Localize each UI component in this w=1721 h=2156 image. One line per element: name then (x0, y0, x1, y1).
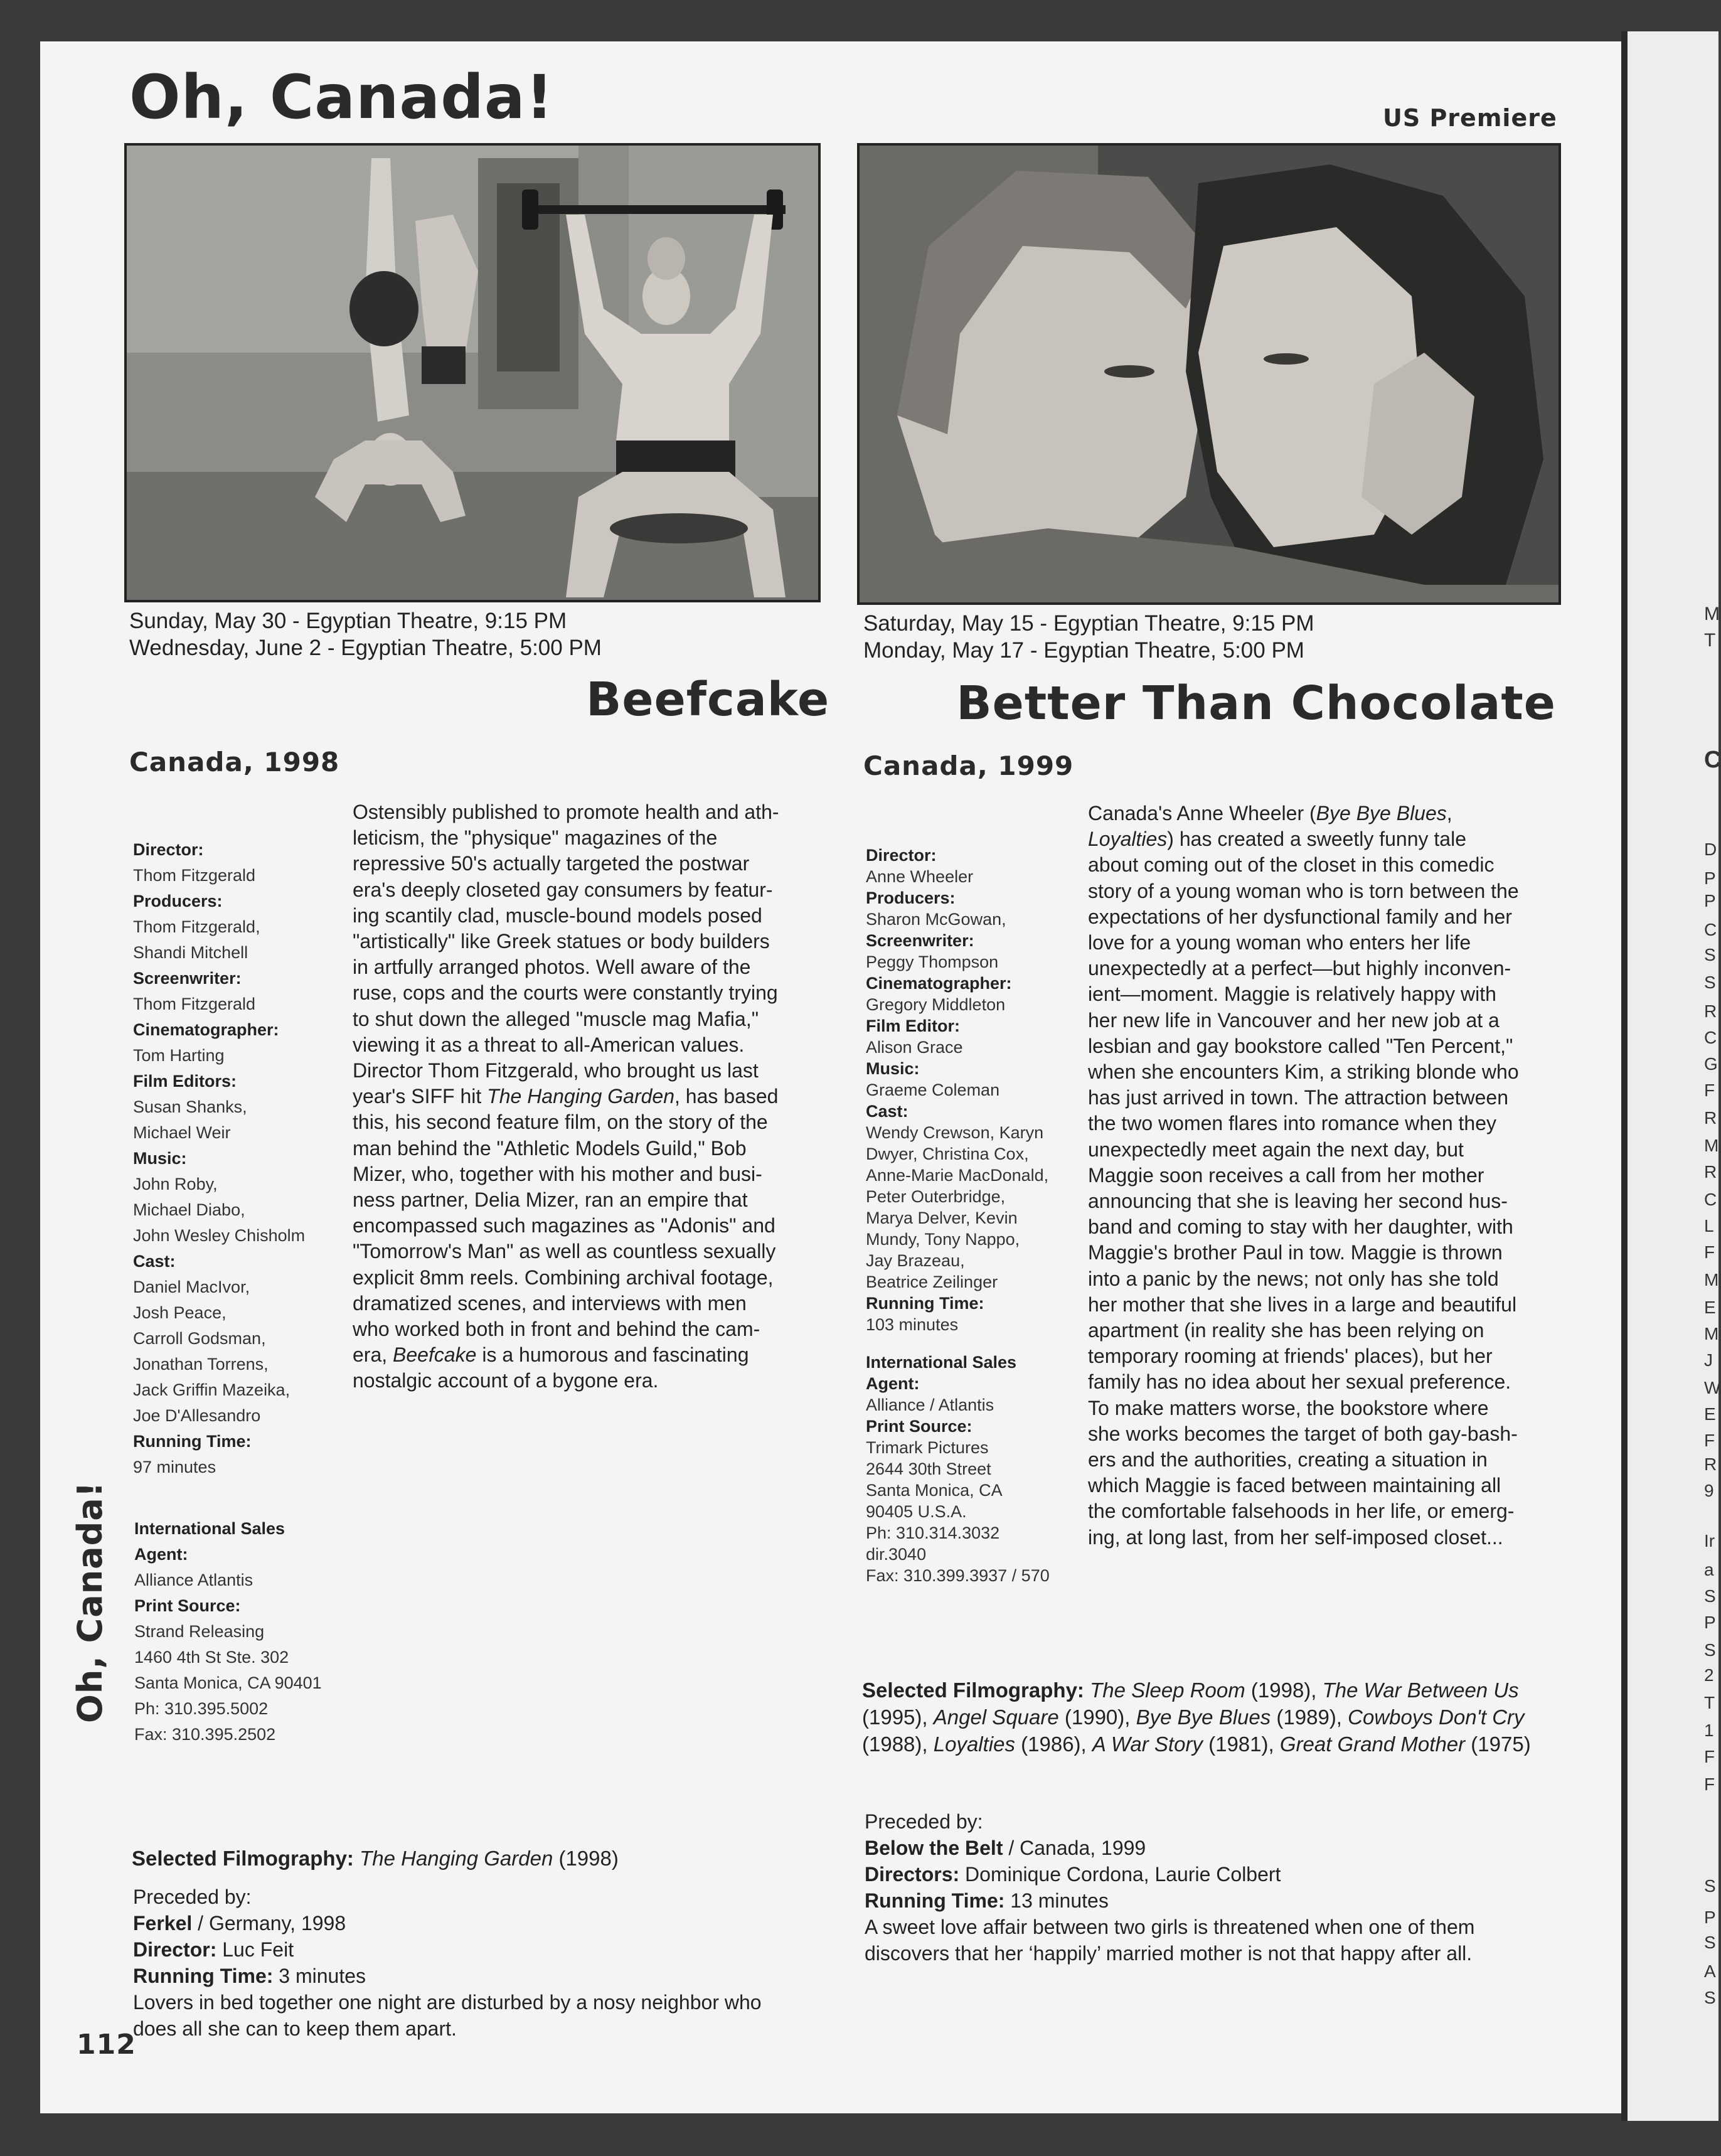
credit-value: 97 minutes (133, 1458, 216, 1476)
synopsis-line (1088, 1343, 1565, 1369)
short-director: Luc Feit (216, 1938, 294, 1961)
text-run: era's deeply closeted gay consumers by featur- (353, 878, 773, 901)
film-title-beefcake: Beefcake (586, 673, 830, 727)
credit-value: Tom Harting (133, 1046, 225, 1065)
next-page-letter: C (1704, 1190, 1717, 1209)
text-run: ness partner, Delia Mizer, ran an empire that (353, 1188, 748, 1212)
text-run: man behind the "Athletic Models Guild," Bob (353, 1136, 747, 1160)
text-run: about coming out of the closet in this comedic (1088, 853, 1495, 877)
credit-value: Thom Fitzgerald (133, 995, 256, 1013)
synopsis-line (353, 1316, 817, 1342)
text-run: into a panic by the news; not only has she told (1088, 1267, 1499, 1290)
next-page-letter: P (1704, 891, 1716, 910)
next-page-letter: F (1704, 1431, 1715, 1450)
text-run: ing scantily clad, muscle-bound models posed (353, 904, 762, 927)
synopsis-line (353, 903, 817, 929)
synopsis-line (1088, 1033, 1565, 1059)
beefcake-country-year: Canada, 1998 (129, 747, 340, 777)
credit-value: 103 minutes (866, 1315, 959, 1334)
text-run: in artfully arranged photos. Well aware of the (353, 956, 751, 979)
synopsis-line (353, 1084, 817, 1109)
synopsis-line (1088, 904, 1565, 930)
next-page-letter: J (1704, 1350, 1713, 1370)
synopsis-line (1088, 1525, 1565, 1550)
us-premiere-label: US Premiere (1383, 104, 1557, 132)
credit-value: Anne Wheeler (866, 867, 974, 886)
text-run: unexpectedly at a perfect—but highly inconven- (1088, 957, 1511, 980)
italic-title: The Hanging Garden (487, 1085, 675, 1108)
short-title: Below the Belt (865, 1837, 1003, 1859)
next-page-letter: S (1704, 1876, 1716, 1896)
text-run: Director Thom Fitzgerald, who brought us last (353, 1059, 759, 1082)
credit-label: International Sales (134, 1519, 285, 1538)
credit-label: Running Time: (133, 1432, 252, 1451)
next-page-letter: P (1704, 1908, 1716, 1927)
synopsis-line (1088, 1240, 1565, 1266)
next-page-letter: a (1704, 1560, 1714, 1579)
text-run: , (1446, 802, 1452, 825)
credit-label: Agent: (866, 1374, 920, 1393)
filmography-year: (1998), (1245, 1678, 1323, 1702)
credit-value: Susan Shanks, (133, 1097, 247, 1116)
preceded-label: Preceded by: (865, 1810, 983, 1833)
next-page-letter: 2 (1704, 1665, 1714, 1685)
btc-country-year: Canada, 1999 (863, 750, 1074, 781)
text-run: Mizer, who, together with his mother and busi- (353, 1162, 762, 1185)
filmography-year: (1990), (1058, 1705, 1136, 1729)
text-run: Maggie soon receives a call from her mother (1088, 1163, 1484, 1187)
synopsis-line (1088, 1369, 1565, 1395)
short-title-line (865, 1835, 1561, 1861)
short-director-label: Directors: (865, 1863, 960, 1886)
film-still-beefcake (124, 143, 821, 602)
synopsis-line (1088, 801, 1565, 826)
text-run: her mother that she lives in a large and beautiful (1088, 1293, 1517, 1316)
next-page-letter: S (1704, 973, 1716, 992)
film-still-beefcake-image (127, 146, 818, 600)
next-page-letter: S (1704, 1933, 1716, 1952)
filmography-year: (1986), (1015, 1732, 1092, 1756)
short-title: Ferkel (133, 1912, 193, 1935)
synopsis-line (353, 1006, 817, 1032)
synopsis-line (1088, 1085, 1565, 1111)
text-run: which Maggie is faced between maintaining all (1088, 1474, 1501, 1497)
synopsis-line (353, 1032, 817, 1058)
text-run: band and coming to stay with her daughter, with (1088, 1215, 1513, 1239)
synopsis-line (1088, 1008, 1565, 1033)
credit-label: Cinematographer: (866, 974, 1012, 993)
next-page-letter: M (1704, 1136, 1719, 1155)
synopsis-line (1088, 852, 1565, 878)
synopsis-line (353, 1058, 817, 1084)
credit-value: 90405 U.S.A. (866, 1502, 967, 1521)
synopsis-line (353, 877, 817, 903)
credit-value: Sharon McGowan, (866, 910, 1006, 929)
text-run: dramatized scenes, and interviews with men (353, 1291, 747, 1315)
synopsis-line (353, 929, 817, 954)
screening-line: Saturday, May 15 - Egyptian Theatre, 9:15 PM (863, 611, 1314, 636)
synopsis-line (1088, 956, 1565, 981)
synopsis-line (353, 1213, 817, 1239)
credit-label: Music: (866, 1059, 920, 1078)
synopsis-line (1088, 1292, 1565, 1318)
credit-value: Fax: 310.395.2502 (134, 1725, 276, 1744)
credit-value: Alliance / Atlantis (866, 1396, 994, 1414)
filmography-title: Loyalties (933, 1732, 1015, 1756)
credit-value: Graeme Coleman (866, 1081, 1000, 1099)
text-run: her new life in Vancouver and her new job at a (1088, 1008, 1500, 1032)
credit-value: Josh Peace, (133, 1303, 226, 1322)
preceded-label: Preceded by: (133, 1886, 252, 1908)
film-still-better-than-chocolate (857, 143, 1561, 605)
filmography-year: (1988), (862, 1732, 934, 1756)
next-page-letter: R (1704, 1162, 1717, 1182)
text-run: lesbian and gay bookstore called "Ten Percent," (1088, 1034, 1513, 1057)
text-run: viewing it as a threat to all-American values. (353, 1033, 745, 1056)
filmography-year: (1998) (553, 1847, 619, 1870)
text-run: this, his second feature film, on the story of the (353, 1111, 768, 1134)
credit-value: Trimark Pictures (866, 1438, 989, 1457)
next-page-letter: R (1704, 1001, 1717, 1021)
text-run: Ostensibly published to promote health and ath- (353, 801, 779, 823)
beefcake-filmography (132, 1845, 822, 1872)
next-page-letter: D (1704, 840, 1717, 859)
synopsis-line (1088, 826, 1565, 852)
credit-value: John Roby, (133, 1175, 218, 1193)
credit-value: John Wesley Chisholm (133, 1226, 306, 1245)
short-synopsis: A sweet love affair between two girls is threatened when one of them (865, 1916, 1475, 1938)
text-run: when she encounters Kim, a striking blonde who (1088, 1060, 1519, 1084)
short-director-label: Director: (133, 1938, 217, 1961)
text-run: the comfortable falsehoods in her life, or emerg- (1088, 1500, 1515, 1523)
text-run: Canada's Anne Wheeler ( (1088, 802, 1316, 825)
next-page-letter: C (1704, 1028, 1717, 1047)
short-runtime-label: Running Time: (865, 1889, 1005, 1912)
short-director: Dominique Cordona, Laurie Colbert (959, 1863, 1281, 1886)
next-page-letter: F (1704, 1747, 1715, 1766)
screening-line: Sunday, May 30 - Egyptian Theatre, 9:15 PM (129, 609, 567, 633)
synopsis-line (1088, 1188, 1565, 1214)
filmography-title: Great Grand Mother (1279, 1732, 1466, 1756)
btc-synopsis (1088, 801, 1565, 1550)
credit-value: Shandi Mitchell (133, 943, 248, 962)
synopsis-line (353, 851, 817, 877)
credit-value: 1460 4th St Ste. 302 (134, 1648, 289, 1667)
next-page-letter: Ir (1704, 1531, 1715, 1550)
synopsis-line (353, 1265, 817, 1291)
synopsis-line (353, 954, 817, 980)
beefcake-synopsis (353, 799, 817, 1394)
text-run: , has based (674, 1085, 779, 1108)
page-number: 112 (77, 2029, 136, 2061)
credit-value: Fax: 310.399.3937 / 570 (866, 1566, 1050, 1585)
synopsis-line (1088, 1266, 1565, 1292)
next-page-letter: S (1704, 1988, 1716, 2007)
screening-line: Monday, May 17 - Egyptian Theatre, 5:00 PM (863, 638, 1304, 663)
text-run: ers and the authorities, creating a situation in (1088, 1448, 1488, 1471)
next-page-letter: M (1704, 1324, 1719, 1343)
synopsis-line (1088, 981, 1565, 1007)
next-page-letter: F (1704, 1242, 1715, 1262)
credit-value: Peter Outerbridge, (866, 1187, 1006, 1206)
credit-value: Daniel MacIvor, (133, 1278, 250, 1296)
credit-value: Gregory Middleton (866, 995, 1006, 1014)
next-page-letter: S (1704, 1586, 1716, 1606)
synopsis-line (353, 1187, 817, 1213)
credit-value: Jonathan Torrens, (133, 1355, 269, 1374)
next-page-letter: R (1704, 1454, 1717, 1474)
short-synopsis: discovers that her ‘happily’ married mother is not that happy after all. (865, 1942, 1473, 1965)
credit-label: Screenwriter: (866, 931, 974, 950)
beefcake-sales (134, 1516, 348, 1748)
short-director-line (133, 1936, 829, 1963)
credit-label: Cast: (866, 1102, 908, 1121)
synopsis-line (353, 1161, 817, 1187)
synopsis-line (1088, 1396, 1565, 1421)
btc-preceded-by (865, 1808, 1561, 1967)
next-page-letter: F (1704, 1081, 1715, 1100)
filmography-title: Angel Square (933, 1705, 1059, 1729)
side-section-label: Oh, Canada! (70, 1481, 110, 1723)
btc-credits (866, 845, 1098, 1335)
synopsis-line (1088, 1498, 1565, 1524)
binding-spine (1621, 31, 1628, 2121)
credit-label: Screenwriter: (133, 969, 242, 988)
credit-value: dir.3040 (866, 1545, 927, 1564)
credit-value: Ph: 310.395.5002 (134, 1699, 269, 1718)
filmography-title: Bye Bye Blues (1136, 1705, 1271, 1729)
next-page-letter: G (1704, 1054, 1718, 1074)
beefcake-credits (133, 837, 334, 1480)
short-title-line (133, 1910, 829, 1936)
credit-value: Thom Fitzgerald (133, 866, 256, 885)
section-title: Oh, Canada! (129, 62, 554, 132)
synopsis-line (353, 1109, 817, 1135)
next-page-fragment: T (1704, 630, 1716, 651)
next-page-letter: S (1704, 1640, 1716, 1660)
filmography-year: (1989), (1271, 1705, 1348, 1729)
credit-label: Producers: (866, 889, 956, 907)
text-run: ruse, cops and the courts were constantly trying (353, 981, 778, 1005)
credit-label: Director: (866, 846, 937, 865)
synopsis-line (353, 1342, 817, 1368)
credit-value: Michael Diabo, (133, 1200, 245, 1219)
screening-line: Wednesday, June 2 - Egyptian Theatre, 5:00 PM (129, 636, 602, 660)
next-page-letter: 1 (1704, 1721, 1714, 1740)
credit-value: Marya Delver, Kevin (866, 1209, 1018, 1227)
next-page-letter: L (1704, 1216, 1714, 1235)
filmography-title: Cowboys Don't Cry (1348, 1705, 1525, 1729)
text-run: explicit 8mm reels. Combining archival footage, (353, 1266, 774, 1289)
next-page-letter: C (1704, 920, 1717, 939)
text-run: ) has created a sweetly funny tale (1167, 828, 1466, 851)
short-runtime: 13 minutes (1004, 1889, 1109, 1912)
synopsis-line (1088, 1111, 1565, 1136)
credit-value: Jack Griffin Mazeika, (133, 1380, 290, 1399)
credit-label: Producers: (133, 892, 223, 910)
next-page-fragment: C (1704, 747, 1721, 773)
italic-title: Beefcake (393, 1343, 477, 1367)
next-page-letter: 9 (1704, 1481, 1714, 1500)
synopsis-line (353, 1136, 817, 1161)
credit-label: Agent: (134, 1545, 188, 1564)
filmography-year: (1981), (1202, 1732, 1280, 1756)
synopsis-line (353, 980, 817, 1006)
credit-value: Michael Weir (133, 1123, 231, 1142)
italic-title: Bye Bye Blues (1316, 802, 1447, 825)
text-run: Maggie's brother Paul in tow. Maggie is thrown (1088, 1241, 1503, 1264)
credit-label: Cast: (133, 1252, 176, 1271)
filmography-year: (1995), (862, 1705, 934, 1729)
next-page-letter: S (1704, 945, 1716, 964)
text-run: "artistically" like Greek statues or body builders (353, 930, 770, 953)
next-page-letter: T (1704, 1693, 1715, 1712)
catalog-page (40, 41, 1621, 2113)
text-run: encompassed such magazines as "Adonis" and (353, 1214, 775, 1237)
text-run: ient—moment. Maggie is relatively happy with (1088, 983, 1496, 1006)
credit-value: Santa Monica, CA (866, 1481, 1003, 1500)
filmography-title: The Hanging Garden (360, 1847, 553, 1870)
text-run: expectations of her dysfunctional family and her (1088, 905, 1512, 928)
next-page-edge (1628, 31, 1721, 2121)
text-run: love for a young woman who enters her life (1088, 931, 1471, 954)
credit-label: Print Source: (134, 1596, 241, 1615)
synopsis-line (353, 1239, 817, 1264)
credit-value: Ph: 310.314.3032 (866, 1524, 1000, 1542)
credit-label: Running Time: (866, 1294, 984, 1313)
text-run: era, (353, 1343, 393, 1367)
credit-value: Dwyer, Christina Cox, (866, 1145, 1029, 1163)
next-page-letter: E (1704, 1404, 1716, 1424)
synopsis-line (1088, 1473, 1565, 1498)
beefcake-preceded-by (133, 1884, 829, 2042)
beefcake-screenings (129, 607, 602, 661)
credit-value: Alliance Atlantis (134, 1571, 253, 1589)
btc-screenings (863, 610, 1314, 664)
synopsis-line (1088, 1214, 1565, 1240)
credit-label: Music: (133, 1149, 187, 1168)
synopsis-line (1088, 1163, 1565, 1188)
text-run: year's SIFF hit (353, 1085, 488, 1108)
credit-label: Print Source: (866, 1417, 972, 1436)
short-synopsis: Lovers in bed together one night are disturbed by a nosy neighbor who (133, 1991, 762, 2014)
credit-label: Cinematographer: (133, 1020, 279, 1039)
text-run: the two women flares into romance when they (1088, 1112, 1496, 1135)
credit-value: Wendy Crewson, Karyn (866, 1123, 1044, 1142)
short-director-line (865, 1861, 1561, 1887)
text-run: she works becomes the target of both gay-bash- (1088, 1422, 1518, 1445)
short-runtime-line (865, 1887, 1561, 1914)
text-run: temporary rooming at friends' places), but her (1088, 1345, 1493, 1368)
next-page-letter: E (1704, 1298, 1716, 1317)
text-run: has just arrived in town. The attraction between (1088, 1086, 1508, 1109)
text-run: To make matters worse, the bookstore where (1088, 1396, 1489, 1419)
credit-value: Jay Brazeau, (866, 1251, 965, 1270)
credit-label: Film Editors: (133, 1072, 237, 1091)
synopsis-line (353, 825, 817, 851)
credit-label: Director: (133, 840, 204, 859)
text-run: unexpectedly meet again the next day, but (1088, 1138, 1464, 1161)
text-run: story of a young woman who is torn between the (1088, 879, 1519, 902)
next-page-letter: R (1704, 1108, 1717, 1128)
next-page-fragment: M (1704, 604, 1720, 624)
synopsis-line (1088, 1421, 1565, 1447)
short-runtime-line (133, 1963, 829, 1989)
film-still-better-than-chocolate-image (860, 146, 1558, 602)
synopsis-line (1088, 1137, 1565, 1163)
short-origin: / Canada, 1999 (1003, 1837, 1146, 1859)
credit-value: Joe D'Allesandro (133, 1406, 261, 1425)
credit-label: Film Editor: (866, 1017, 960, 1035)
text-run: "Tomorrow's Man" as well as countless sexually (353, 1240, 776, 1263)
credit-value: Anne-Marie MacDonald, (866, 1166, 1049, 1185)
text-run: who worked both in front and behind the cam- (353, 1318, 760, 1341)
credit-value: Mundy, Tony Nappo, (866, 1230, 1020, 1249)
filmography-title: The Sleep Room (1090, 1678, 1245, 1702)
credit-value: Alison Grace (866, 1038, 963, 1057)
synopsis-line (1088, 1318, 1565, 1343)
short-runtime-label: Running Time: (133, 1965, 274, 1987)
next-page-letter: A (1704, 1961, 1716, 1981)
text-run: announcing that she is leaving her second hus- (1088, 1190, 1508, 1213)
synopsis-line (1088, 1059, 1565, 1085)
synopsis-line (353, 799, 817, 825)
text-run: nostalgic account of a bygone era. (353, 1369, 659, 1392)
short-runtime: 3 minutes (273, 1965, 366, 1987)
film-title-better-than-chocolate: Better Than Chocolate (956, 676, 1556, 730)
text-run: family has no idea about her sexual preference. (1088, 1370, 1511, 1394)
credit-value: Santa Monica, CA 90401 (134, 1673, 322, 1692)
credit-label: International Sales (866, 1353, 1017, 1372)
italic-title: Loyalties (1088, 828, 1168, 851)
synopsis-line (353, 1368, 817, 1394)
btc-filmography (862, 1677, 1558, 1758)
short-origin: / Germany, 1998 (192, 1912, 346, 1935)
short-synopsis: does all she can to keep them apart. (133, 2017, 457, 2040)
next-page-letter: F (1704, 1774, 1715, 1794)
synopsis-line (1088, 1447, 1565, 1473)
filmography-year: (1975) (1465, 1732, 1531, 1756)
text-run: ing, at long last, from her self-imposed closet... (1088, 1525, 1503, 1549)
text-run: leticism, the "physique" magazines of the (353, 826, 718, 850)
credit-value: Beatrice Zeilinger (866, 1273, 998, 1291)
btc-sales (866, 1352, 1098, 1586)
text-run: is a humorous and fascinating (476, 1343, 749, 1367)
credit-value: Strand Releasing (134, 1622, 265, 1641)
filmography-label: Selected Filmography: (132, 1847, 354, 1870)
text-run: to shut down the alleged "muscle mag Mafia," (353, 1007, 759, 1030)
next-page-letter: W (1704, 1378, 1721, 1397)
synopsis-line (1088, 878, 1565, 904)
text-run: repressive 50's actually targeted the postwar (353, 852, 750, 875)
synopsis-line (353, 1291, 817, 1316)
synopsis-line (1088, 930, 1565, 956)
credit-value: Carroll Godsman, (133, 1329, 266, 1348)
text-run: apartment (in reality she has been relying on (1088, 1319, 1484, 1342)
credit-value: 2644 30th Street (866, 1460, 991, 1478)
credit-value: Thom Fitzgerald, (133, 917, 260, 936)
filmography-label: Selected Filmography: (862, 1678, 1084, 1702)
filmography-title: The War Between Us (1322, 1678, 1519, 1702)
next-page-letter: P (1704, 868, 1716, 888)
next-page-letter: M (1704, 1270, 1719, 1289)
filmography-title: A War Story (1092, 1732, 1203, 1756)
credit-value: Peggy Thompson (866, 953, 999, 971)
next-page-letter: P (1704, 1613, 1716, 1632)
